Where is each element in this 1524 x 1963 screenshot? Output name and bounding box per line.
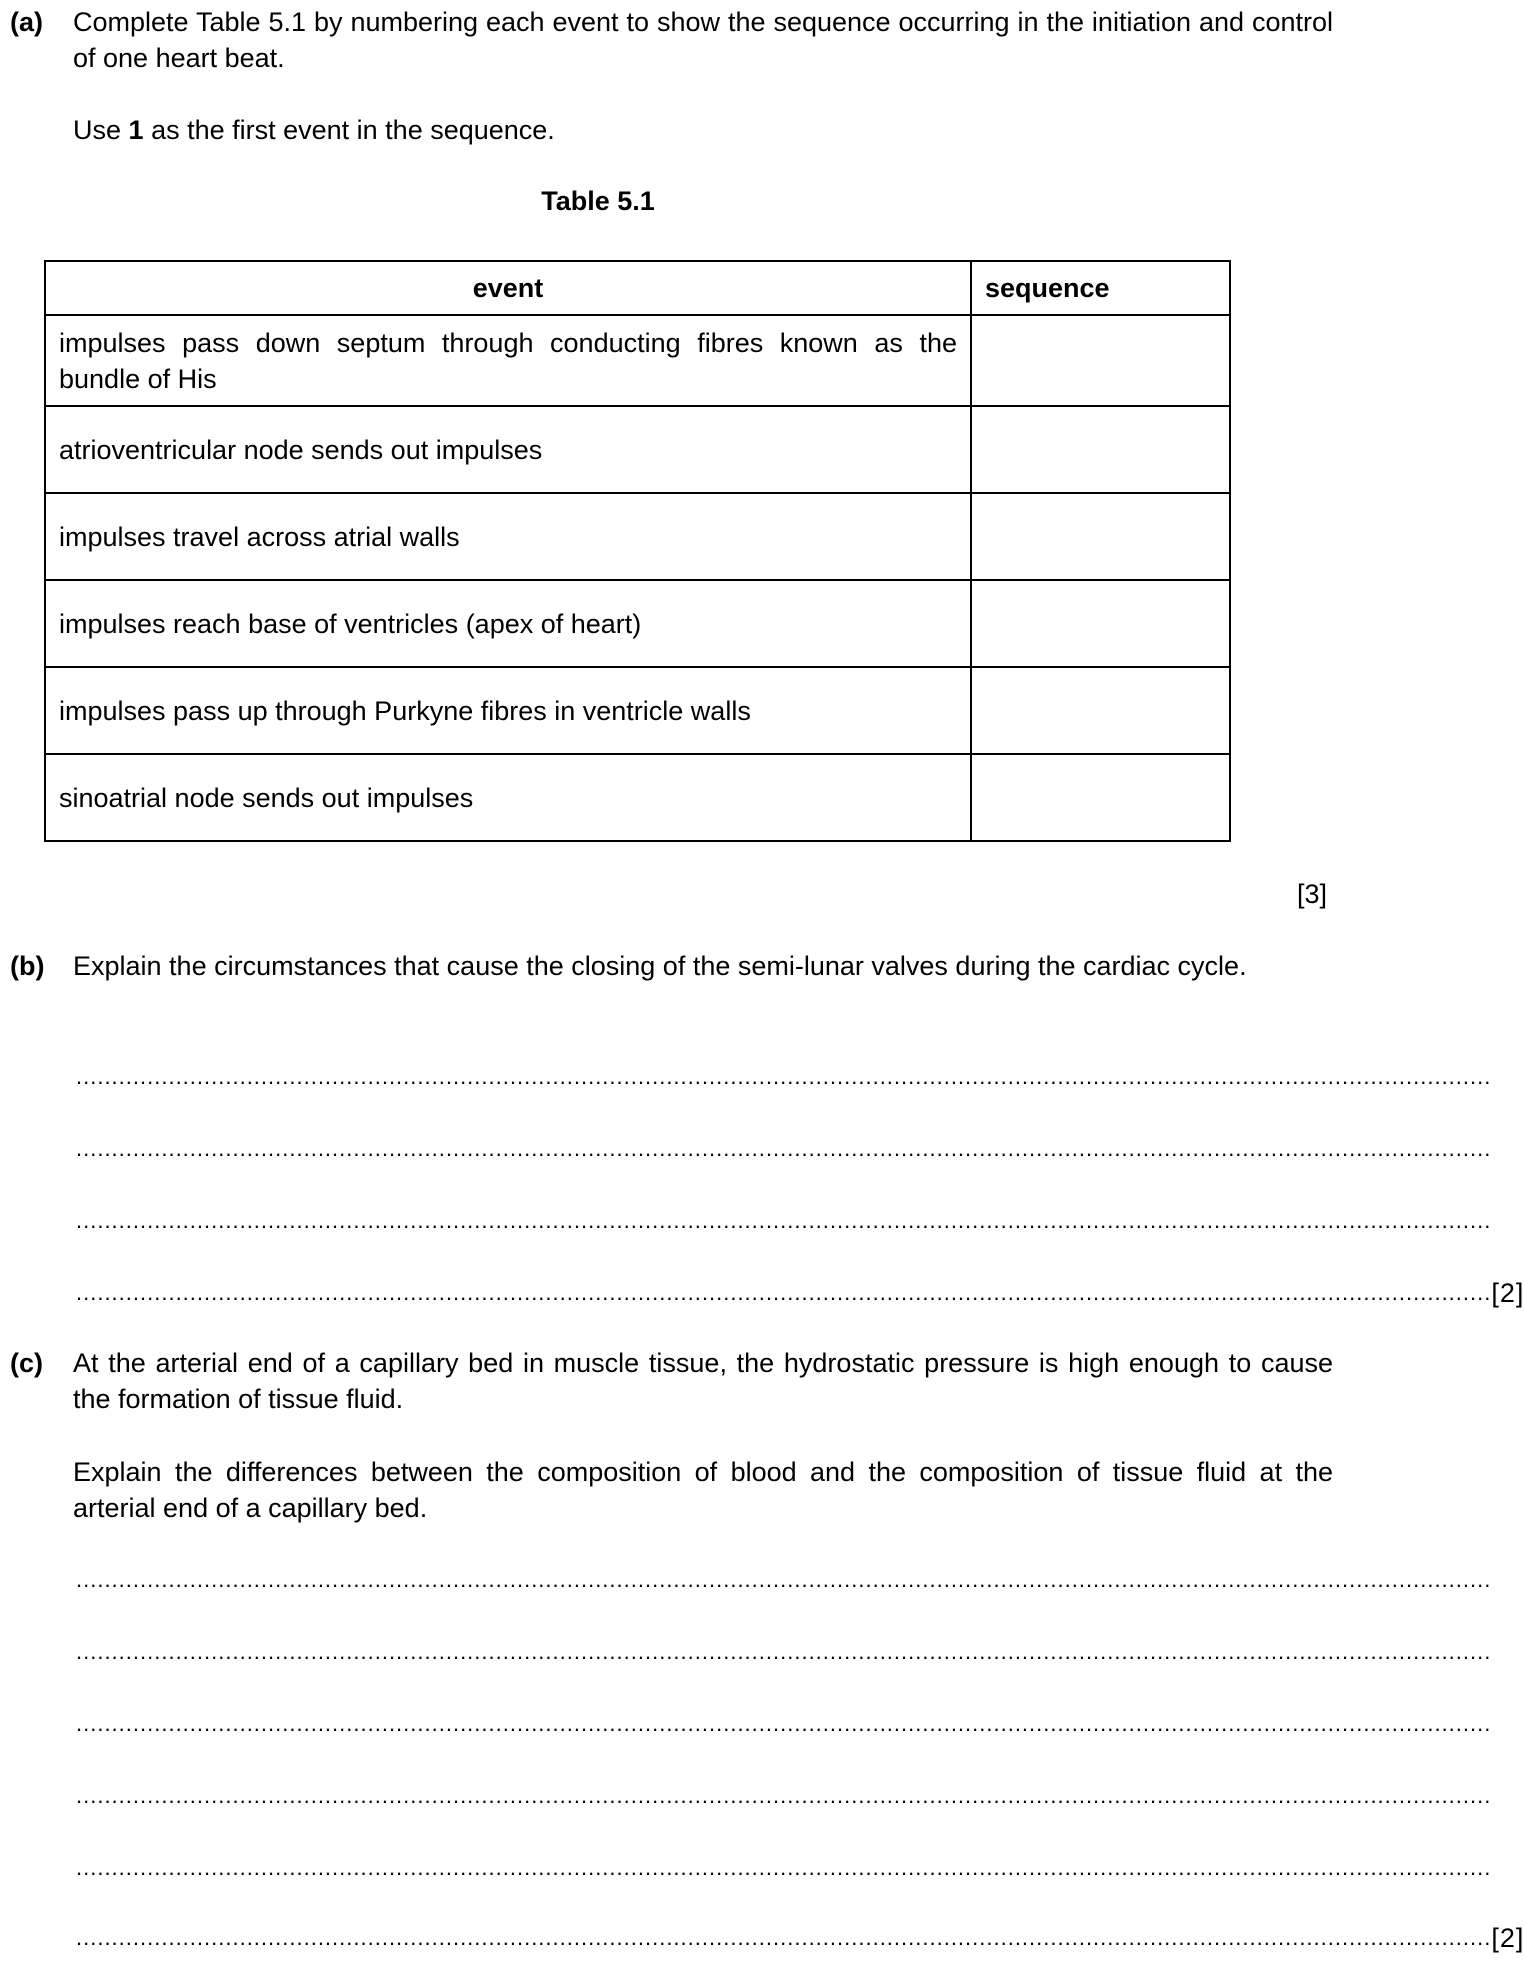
event-cell: impulses reach base of ventricles (apex of heart) xyxy=(45,580,971,667)
event-cell: impulses travel across atrial walls xyxy=(45,493,971,580)
part-a-use-note: Use 1 as the first event in the sequence. xyxy=(73,115,555,145)
part-a-marks: [3] xyxy=(1296,879,1327,909)
sequence-answer-cell[interactable] xyxy=(971,754,1230,841)
answer-line-with-marks[interactable]: ....................................................................................................................................................................................................... [2] xyxy=(76,1275,1326,1311)
answer-line[interactable]: ....................................................................................................................................................................................................... xyxy=(76,1208,1492,1233)
answer-line[interactable]: ....................................................................................................................................................................................................... xyxy=(76,1783,1492,1808)
table-caption: Table 5.1 xyxy=(541,186,655,216)
part-c-marks: [2] xyxy=(1491,1923,1524,1953)
sequence-table xyxy=(44,260,1231,842)
table-row xyxy=(45,754,1230,841)
table-row xyxy=(45,580,1230,667)
event-cell: sinoatrial node sends out impulses xyxy=(45,754,971,841)
table-row xyxy=(45,493,1230,580)
event-cell: impulses pass down septum through conducting fibres known as the bundle of His xyxy=(45,315,971,406)
answer-line[interactable]: ....................................................................................................................................................................................................... xyxy=(76,1567,1492,1592)
answer-line[interactable]: ....................................................................................................................................................................................................... xyxy=(76,1136,1492,1161)
part-b-question: Explain the circumstances that cause the closing of the semi-lunar valves during the cardiac cycle. xyxy=(73,951,1247,981)
part-b-label: (b) xyxy=(10,951,45,981)
part-c-statement: At the arterial end of a capillary bed in muscle tissue, the hydrostatic pressure is high enough to cause the formation of tissue fluid. xyxy=(73,1348,1333,1414)
sequence-answer-cell[interactable] xyxy=(971,493,1230,580)
sequence-answer-cell[interactable] xyxy=(971,315,1230,406)
answer-line-with-marks[interactable]: ....................................................................................................................................................................................................... [2] xyxy=(76,1920,1326,1956)
sequence-answer-cell[interactable] xyxy=(971,580,1230,667)
event-cell: atrioventricular node sends out impulses xyxy=(45,406,971,493)
part-c-question: Explain the differences between the composition of blood and the composition of tissue fluid at the arterial end of a capillary bed. xyxy=(73,1457,1333,1523)
answer-line[interactable]: ....................................................................................................................................................................................................... xyxy=(76,1855,1492,1880)
sequence-answer-cell[interactable] xyxy=(971,667,1230,754)
table-header-row xyxy=(45,261,1230,315)
part-b-marks: [2] xyxy=(1491,1278,1524,1308)
answer-line[interactable]: ....................................................................................................................................................................................................... xyxy=(76,1711,1492,1736)
answer-line[interactable]: ....................................................................................................................................................................................................... xyxy=(76,1639,1492,1664)
table-row xyxy=(45,315,1230,406)
part-c-label: (c) xyxy=(10,1348,43,1378)
column-header-sequence: sequence xyxy=(971,261,1230,315)
answer-line[interactable]: ....................................................................................................................................................................................................... xyxy=(76,1064,1492,1089)
sequence-answer-cell[interactable] xyxy=(971,406,1230,493)
event-cell: impulses pass up through Purkyne fibres in ventricle walls xyxy=(45,667,971,754)
part-a-label: (a) xyxy=(10,7,43,37)
table-row xyxy=(45,667,1230,754)
table-row xyxy=(45,406,1230,493)
part-a-instruction: Complete Table 5.1 by numbering each event to show the sequence occurring in the initiation and control of one heart beat. xyxy=(73,7,1333,73)
column-header-event: event xyxy=(45,261,971,315)
